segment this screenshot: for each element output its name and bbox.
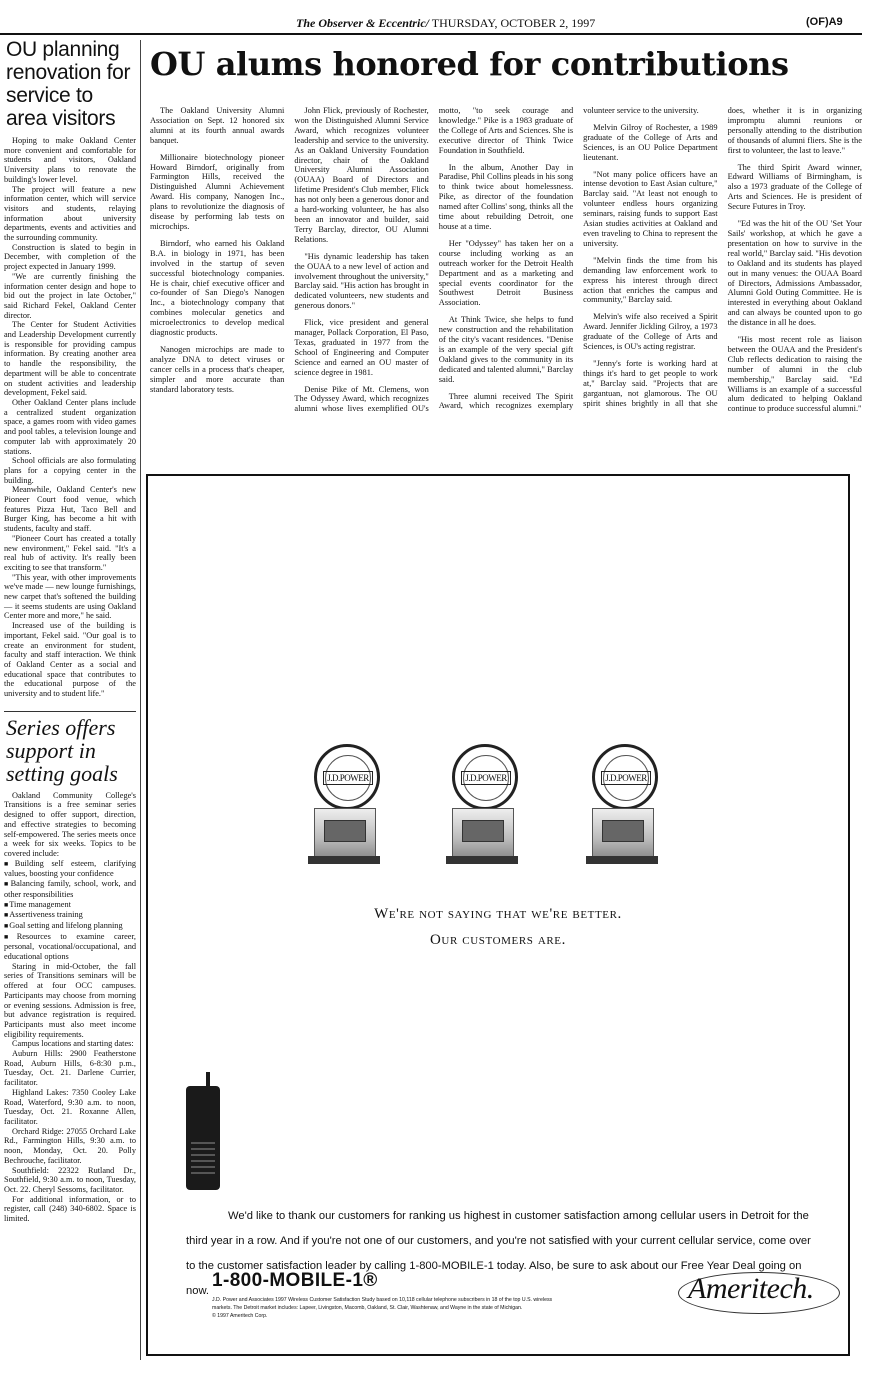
paragraph: Auburn Hills: 2900 Featherstone Road, Auburn Hills, 6-8:30 p.m., Tuesday, Oct. 21. Darlene Currier, facilitator.	[4, 1049, 136, 1088]
trophy-plate	[462, 820, 504, 842]
topic-item	[4, 932, 136, 962]
trophy-plate	[602, 820, 644, 842]
paragraph: At Think Twice, she helps to fund new construction and the rehabilitation of the city's vacant residences. "Denise is an example of the very special gift Oakland gives to the community in its dedicated and talented alumni," Barclay said.	[438, 315, 574, 384]
award-trophy	[452, 744, 516, 872]
left-sidebar-column	[4, 38, 136, 1224]
masthead-rule	[0, 33, 862, 35]
paragraph: Melvin Gilroy of Rochester, a 1989 graduate of the College of Arts and Sciences, is an OU Police Department lieutenant.	[583, 122, 718, 162]
paragraph: "Not many police officers have an intense devotion to East Asian culture," Barclay said. "At least not enough to volunteer endless hours organizing seminars, raising funds to support East Asian studies activities at Oakland and even traveling to China to represent the university.	[583, 169, 718, 248]
paragraph: The project will feature a new information center, which will service visitors and students, relaying information about university departments, events and activities and the surrounding community.	[4, 184, 136, 243]
ad-copy-line: third year in a row. And if you're not one of our customers, and you're not satisfied with your current cellular service, come over	[186, 1235, 811, 1247]
paragraph: Birndorf, who earned his Oakland B.A. in biology in 1971, has been involved in the startup of seven successful biotechnology companies. He is chair, chief executive officer and co-founder of San Diego's Nanogen Inc., a biotechnology company that combines molecular genetics and microelectronics to develop medical diagnostic products.	[150, 238, 285, 338]
topic-text: Building self esteem, clarifying values, boosting your confidence	[4, 858, 137, 879]
paragraph: "His most recent role as liaison between the OUAA and the President's Club reflects dedication to raising the number of alumni in the club membership," Barclay said. "Ed Williams is an example of a successful alum dedicated to helping Oakland continue to produce successful alumni."	[727, 335, 862, 414]
paragraph: "Jenny's forte is working hard at things it's hard to get people to work at," Barclay said. "Projects that are gargantuan, not glamorous. The OU spirit shines brightly in all that she does, whether it is in organizing impromptu alumni reunions or personally attending to the distribution of thousands of alumni fliers. She is the first to volunteer, the last to leave."	[583, 106, 862, 408]
sidebar-story-2	[4, 711, 136, 1224]
trophy-plate	[324, 820, 366, 842]
bullet-icon: ■	[4, 932, 16, 941]
paragraph: Nanogen microchips are made to analyze DNA to detect viruses or cancer cells in a process that's cheaper, simpler and more accurate than standard laboratory tests.	[150, 344, 285, 394]
topic-text: Time management	[9, 899, 71, 909]
paragraph: Millionaire biotechnology pioneer Howard Birndorf, originally from Farmington Hills, received the Distinguished Alumni Achievement Award. His company, Nanogen Inc., plans to revolutionize the diagnosis of disease by performing lab tests on microchips.	[150, 152, 285, 231]
ad-fineprint	[212, 1296, 652, 1320]
paragraph: Oakland Community College's Transitions is a free seminar series designed to offer support, direction, and effective strategies to becoming self-empowered. The series meets once a week for six weeks. Topics to be covered include:	[4, 790, 136, 858]
bullet-icon: ■	[4, 911, 9, 920]
trophy-foot	[586, 856, 658, 864]
masthead-line	[296, 16, 595, 31]
award-medallion	[314, 744, 380, 810]
award-logo: J.D.POWER	[601, 771, 651, 785]
paragraph: Other Oakland Center plans include a centralized student organization space, a games room with video games and pool tables, a television lounge and computer lab with approximately 20 stations.	[4, 397, 136, 456]
column-divider	[140, 40, 141, 1360]
paragraph: The Center for Student Activities and Leadership Development currently is responsible for providing campus information. By creating another area to handle the responsibility, the department will be able to concentrate on student activities and leadership development, Fekel said.	[4, 320, 136, 398]
paragraph: Orchard Ridge: 27055 Orchard Lake Rd., Farmington Hills, 9:30 a.m. to noon, Monday, Oct. 20. Polly Bechrouche, facilitator.	[4, 1126, 136, 1165]
cellular-phone-icon	[186, 1086, 220, 1190]
paragraph: "His dynamic leadership has taken the OUAA to a new level of action and involvement throughout the university," Barclay said. "His action has brought in dedicated volunteers, new students and generous donors."	[294, 251, 429, 311]
ameritech-advertisement	[146, 474, 850, 1356]
ad-tagline-1: We're not saying that we're better.	[374, 906, 622, 922]
fineprint-line: J.D. Power and Associates 1997 Wireless Customer Satisfaction Study based on 10,118 cellular telephone subscribers in 18 of the top U.S. wireless	[212, 1297, 553, 1303]
ad-copy-line: to the customer satisfaction leader by calling 1-800-MOBILE-1 today. Also, be sure to ask about our Free Year Deal going on now.	[186, 1260, 802, 1297]
award-medallion	[592, 744, 658, 810]
issue-date: THURSDAY, OCTOBER 2, 1997	[431, 16, 596, 30]
fineprint-line: © 1997 Ameritech Corp.	[212, 1313, 268, 1319]
topic-item	[4, 910, 136, 921]
paragraph: Melvin's wife also received a Spirit Award. Jennifer Jickling Gilroy, a 1973 graduate of the College of Arts and Sciences, is OU's acting registrar.	[583, 312, 718, 352]
award-logo: J.D.POWER	[323, 771, 373, 785]
sidebar-story-1-body	[4, 136, 136, 699]
paragraph: Her "Odyssey" has taken her on a course including working as an outreach worker for the Detroit Health Department and as a marketing and special events coordinator for the Southwest Detroit Business Association.	[438, 238, 574, 308]
paragraph: Staring in mid-October, the fall series of Transitions seminars will be offered at four OCC campuses. Participants may choose from morning or evening sessions. Admission is free, but advance registration is required. Participants must also meet income eligibility requirements.	[4, 961, 136, 1039]
main-story-body	[150, 106, 862, 458]
award-trophy	[592, 744, 656, 872]
paragraph: Construction is slated to begin in December, with completion of the project expected in January 1999.	[4, 242, 136, 272]
topic-item	[4, 921, 136, 932]
paragraph: Flick, vice president and general manager, Pollack Corporation, El Paso, Texas, graduated in 1977 from the School of Engineering and Computer Science and earned an OU master of science degree in 1981.	[294, 318, 429, 377]
bullet-icon: ■	[4, 859, 14, 868]
paragraph: "Pioneer Court has created a totally new environment," Fekel said. "It's a real hub of activity. It's really been exciting to see that transform."	[4, 533, 136, 572]
topic-text: Assertiveness training	[9, 910, 83, 920]
ad-phone-number: 1-800-MOBILE-1®	[212, 1270, 378, 1291]
sidebar-story-1-headline: OU planning renovation for service to area visitors	[6, 38, 131, 130]
paragraph: School officials are also formulating plans for a copying center in the building.	[4, 456, 136, 485]
bullet-icon: ■	[4, 880, 10, 889]
paragraph: The third Spirit Award winner, Edward Williams of Birmingham, is also a 1973 graduate of the College of Arts and Sciences. He is president of Secure Futures in Troy.	[727, 162, 862, 212]
paragraph: Southfield: 22322 Rutland Dr., Southfield, 9:30 a.m. to noon, Tuesday, Oct. 22. Cheryl Sessoms, facilitator.	[4, 1165, 136, 1194]
page-number: (OF)A9	[806, 16, 843, 28]
bullet-icon: ■	[4, 921, 9, 930]
ad-tagline-2: Our customers are.	[430, 932, 566, 948]
paragraph: "Ed was the hit of the OU 'Set Your Sails' workshop, at which he gave a presentation on how to survive in the real world," Barclay said. "His devotion to Oakland and its students has played out in many venues: the OUAA Board of Directors, Admissions Ambassador, Alumni Gold Outing Committee. He is interested in everything about Oakland and can always be counted upon to go the distance in all he does.	[727, 219, 862, 328]
paragraph: Hoping to make Oakland Center more convenient and comfortable for students and visitors, Oakland University plans to renovate the building's lower level.	[4, 136, 136, 184]
trophy-foot	[308, 856, 380, 864]
bullet-icon: ■	[4, 900, 9, 909]
brand-logo: Ameritech.	[688, 1272, 814, 1305]
paragraph: Increased use of the building is important, Fekel said. "Our goal is to create an environment for student, faculty and staff interaction. We think of Oakland Center as a social and educational space that contributes to the educational purpose of the university and to student life."	[4, 621, 136, 699]
paragraph: John Flick, previously of Rochester, won the Distinguished Alumni Service Award, which recognizes volunteer leadership and service to the university. As an Oakland University Foundation director, chair of the Oakland University Alumni Association (OUAA) Board of Directors and lifetime President's Club member, Flick has not only been a generous donor and a hard-working volunteer, he has also been an innovator and builder, said Terry Barclay, director, OU Alumni Relations.	[294, 106, 429, 244]
paragraph: Highland Lakes: 7350 Cooley Lake Road, Waterford, 9:30 a.m. to noon, Tuesday, Oct. 21. Roxanne Allen, facilitator.	[4, 1087, 136, 1126]
topic-text: Goal setting and lifelong planning	[9, 920, 123, 930]
sidebar-story-2-headline: Series offers support in setting goals	[6, 714, 118, 786]
paragraph: The Oakland University Alumni Association on Sept. 12 honored six alumni at its fourth annual awards banquet.	[150, 106, 285, 145]
ad-copy-line: We'd like to thank our customers for ranking us highest in customer satisfaction among cellular users in Detroit for the	[228, 1210, 809, 1222]
paragraph: Meanwhile, Oakland Center's new Pioneer Court food venue, which features Pizza Hut, Taco Bell and Burger King, has become a hit with students, faculty and staff.	[4, 485, 136, 534]
phone-keypad	[191, 1138, 215, 1178]
masthead	[0, 16, 872, 32]
paragraph: Three alumni received The Spirit Award, which recognizes exemplary volunteer service to the university.	[438, 106, 699, 411]
publication-name: The Observer & Eccentric/	[296, 16, 429, 30]
paragraph: Denise Pike of Mt. Clemens, won The Odyssey Award, which recognizes alumni whose lives exemplified OU's motto, "to seek courage and knowledge." Pike is a 1983 graduate of the College of Arts and Sciences. She is executive director of Think Twice Foundation in Southfield.	[294, 106, 574, 414]
paragraph: In the album, Another Day in Paradise, Phil Collins pleads in his song to think twice about homelessness. Pike, as director of the foundation named after Collins' song, thinks all the time about rebuilding Detroit, one house at a time.	[438, 162, 574, 231]
topic-item	[4, 859, 136, 879]
topic-text: Balancing family, school, work, and other responsibilities	[4, 879, 136, 899]
award-trophy	[314, 744, 378, 872]
topic-item	[4, 879, 136, 899]
award-medallion	[452, 744, 518, 810]
paragraph: "This year, with other improvements we've made — new lounge furnishings, new carpet that's softened the building — it seems students are using Oakland Center more and more," he said.	[4, 572, 136, 621]
trophy-foot	[446, 856, 518, 864]
paragraph: "Melvin finds the time from his demanding law enforcement work to express his interest through direct action that enriches the campus and community," Barclay said.	[583, 255, 718, 305]
paragraph: For additional information, or to register, call (248) 340-6802. Space is limited.	[4, 1194, 136, 1224]
paragraph: "We are currently finishing the information center design and hope to bid out the project in late October," said Richard Fekel, Oakland Center director.	[4, 271, 136, 320]
topic-item	[4, 900, 136, 911]
main-headline: OU alums honored for contributions	[150, 45, 789, 83]
fineprint-line: markets. The Detroit market includes: Lapeer, Livingston, Macomb, Oakland, St. Clair, Washtenaw, and Wayne in the state of Michigan.	[212, 1305, 523, 1311]
paragraph: Campus locations and starting dates:	[12, 1039, 134, 1049]
topic-text: Resources to examine career, personal, vocational/occupational, and educational options	[4, 931, 136, 962]
award-logo: J.D.POWER	[461, 771, 511, 785]
sidebar-story-2-body	[4, 791, 136, 1224]
